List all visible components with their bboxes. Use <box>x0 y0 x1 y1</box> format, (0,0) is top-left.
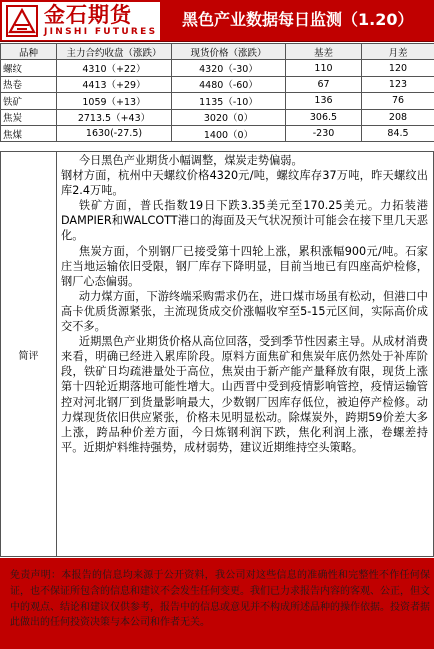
commentary-paragraph: 铁矿方面，普氏指数19日下跌3.35美元至170.25美元。力拓装港DAMPIER和WALCOTT港口的海面及天气状况预计可能会在接下里几天恶化。 <box>61 199 428 243</box>
table-cell: 3020（0） <box>172 109 286 125</box>
company-logo <box>2 2 160 40</box>
column-header: 主力合约收盘（涨跌） <box>57 44 172 60</box>
table-cell: 306.5 <box>286 109 362 125</box>
column-header: 品种 <box>1 44 57 60</box>
table-cell: 1400（0） <box>172 125 286 141</box>
commentary-text <box>58 152 430 556</box>
table-cell: 1135（-10） <box>172 93 286 109</box>
table-cell: 4310（+22） <box>57 60 172 76</box>
table-row <box>1 125 434 141</box>
table-row <box>1 109 434 125</box>
table-cell: 120 <box>362 60 434 76</box>
column-header: 现货价格（涨跌） <box>172 44 286 60</box>
commentary-label: 简评 <box>1 152 57 556</box>
commentary-paragraph: 今日黑色产业期货小幅调整，煤炭走势偏弱。 <box>78 154 303 167</box>
disclaimer-box <box>0 558 434 649</box>
commentary-section <box>0 151 434 557</box>
table-cell: 208 <box>362 109 434 125</box>
table-cell: 铁矿 <box>1 93 57 109</box>
table-header-row <box>1 44 434 60</box>
logo-text-en: JINSHI FUTURES <box>44 27 158 37</box>
table-cell: 焦煤 <box>1 125 57 141</box>
table-cell: -230 <box>286 125 362 141</box>
table-cell: 2713.5（+43） <box>57 109 172 125</box>
jinshi-logo-icon <box>6 5 38 37</box>
table-cell: 84.5 <box>362 125 434 141</box>
table-cell: 1630(-27.5) <box>57 125 172 141</box>
column-header: 月差 <box>362 44 434 60</box>
table-cell: 136 <box>286 93 362 109</box>
commentary-paragraph: 钢材方面，杭州中天螺纹价格4320元/吨，螺纹库存37万吨，昨天螺纹出库2.4万吨。 <box>61 169 428 198</box>
price-table <box>0 43 434 142</box>
report-header <box>0 0 434 42</box>
disclaimer-text: 免责声明：本报告的信息均来源于公开资料，我公司对这些信息的准确性和完整性不作任何保证，也不保证所包含的信息和建议不会发生任何变更。我们已力求报告内容的客观、公正，但文中的观点、结论和建议仅供参考，报告中的信息或意见并不构成所述品种的操作依据。投资者据此做出的任何投资决策与本公司和作者无关。 <box>10 570 430 629</box>
table-cell: 4480（-60） <box>172 76 286 92</box>
table-cell: 67 <box>286 76 362 92</box>
table-cell: 热卷 <box>1 76 57 92</box>
table-row <box>1 93 434 109</box>
table-cell: 76 <box>362 93 434 109</box>
table-cell: 1059（+13） <box>57 93 172 109</box>
table-cell: 焦炭 <box>1 109 57 125</box>
commentary-paragraph: 焦炭方面，个别钢厂已接受第十四轮上涨，累积涨幅900元/吨。石家庄当地运输依旧受限，钢厂库存下降明显，目前当地已有四座高炉检修，钢厂心态偏弱。 <box>61 244 428 288</box>
table-cell: 4320（-30） <box>172 60 286 76</box>
table-cell: 123 <box>362 76 434 92</box>
table-cell: 螺纹 <box>1 60 57 76</box>
commentary-paragraph: 近期黑色产业期货价格从高位回落，受到季节性因素主导。从成材消费来看，明确已经进入累库阶段。原料方面焦矿和焦炭年底仍然处于补库阶段，铁矿日均疏港量处于高位，焦炭由于新产能产量释放有限，现货上涨第十四轮近期落地可能性增大。山西晋中受到疫情影响管控，疫情运输管控对河北钢厂到货量影响最大，少数钢厂因库存低位，被迫停产检修。动力煤现货依旧供应紧张，价格未见明显松动。除煤炭外，跨期59价差大多上涨，跨品种价差方面，今日炼钢利润下跌，焦化利润上涨，卷螺差持平。近期炉料维持强势，成材弱势，建议近期维持空头策略。 <box>61 335 428 454</box>
table-row <box>1 76 434 92</box>
table-cell: 4413（+29） <box>57 76 172 92</box>
table-cell: 110 <box>286 60 362 76</box>
logo-text-cn: 金石期货 <box>44 3 132 27</box>
report-title: 黑色产业数据每日监测（1.20） <box>182 10 414 29</box>
table-row <box>1 60 434 76</box>
column-header: 基差 <box>286 44 362 60</box>
commentary-paragraph: 动力煤方面，下游终端采购需求仍在，进口煤市场虽有松动，但港口中高卡优质货源紧张，主流现货成交价涨幅收窄至5-15元区间，实际高价成交不多。 <box>61 289 428 334</box>
